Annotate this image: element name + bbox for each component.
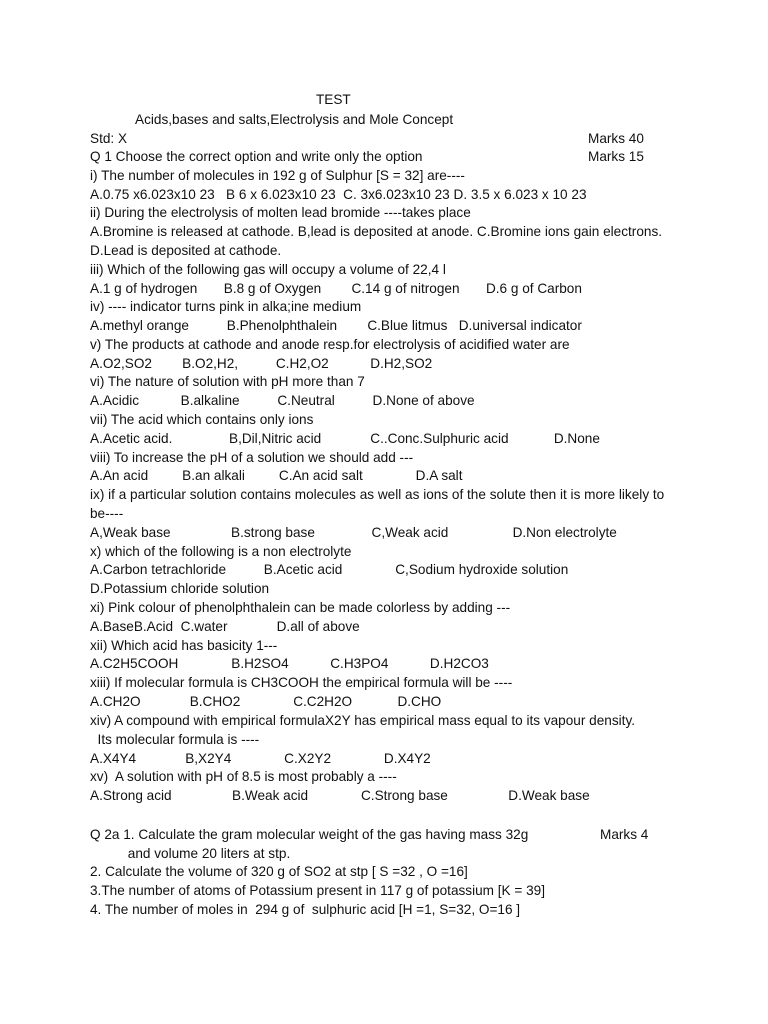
q1-marks: Marks 15 — [588, 149, 644, 164]
q1-line: A.Carbon tetrachloride B.Acetic acid C,Sodium hydroxide solution — [90, 562, 569, 577]
page-subtitle: Acids,bases and salts,Electrolysis and Mole Concept — [135, 112, 454, 127]
q1-line: iii) Which of the following gas will occupy a volume of 22,4 l — [90, 262, 446, 277]
q1-line: A.Strong acid B.Weak acid C.Strong base D.Weak base — [90, 788, 590, 803]
q1-line: A.X4Y4 B,X2Y4 C.X2Y2 D.X4Y2 — [90, 751, 431, 766]
q1-line: A,Weak base B.strong base C,Weak acid D.Non electrolyte — [90, 525, 617, 540]
q1-line: x) which of the following is a non electrolyte — [90, 544, 352, 559]
page-title: TEST — [316, 92, 351, 107]
q1-line: A.Acidic B.alkaline C.Neutral D.None of above — [90, 393, 475, 408]
q2-heading: Q 2a 1. Calculate the gram molecular weight of the gas having mass 32g — [90, 827, 529, 842]
q1-line: D.Lead is deposited at cathode. — [90, 243, 282, 258]
q2-line: and volume 20 liters at stp. — [90, 846, 291, 861]
q1-line: xv) A solution with pH of 8.5 is most probably a ---- — [90, 769, 397, 784]
q2-line: 4. The number of moles in 294 g of sulphuric acid [H =1, S=32, O=16 ] — [90, 902, 521, 917]
q1-line: i) The number of molecules in 192 g of Sulphur [S = 32] are---- — [90, 168, 465, 183]
q2-marks: Marks 4 — [600, 827, 649, 842]
q1-line: A.An acid B.an alkali C.An acid salt D.A salt — [90, 468, 463, 483]
q1-heading: Q 1 Choose the correct option and write only the option — [90, 149, 423, 164]
q1-line: D.Potassium chloride solution — [90, 581, 270, 596]
q2-line: 2. Calculate the volume of 320 g of SO2 at stp [ S =32 , O =16] — [90, 864, 468, 879]
q2-line: 3.The number of atoms of Potassium present in 117 g of potassium [K = 39] — [90, 883, 546, 898]
q1-line: A.0.75 x6.023x10 23 B 6 x 6.023x10 23 C. 3x6.023x10 23 D. 3.5 x 6.023 x 10 23 — [90, 187, 587, 202]
q1-line: xiii) If molecular formula is CH3COOH the empirical formula will be ---- — [90, 675, 513, 690]
q1-line: A.O2,SO2 B.O2,H2, C.H2,O2 D.H2,SO2 — [90, 356, 433, 371]
q1-line: A.BaseB.Acid C.water D.all of above — [90, 619, 360, 634]
q1-line: viii) To increase the pH of a solution we should add --- — [90, 450, 414, 465]
q1-line: vii) The acid which contains only ions — [90, 412, 314, 427]
q1-line: A.Bromine is released at cathode. B,lead is deposited at anode. C.Bromine ions gain electrons. — [90, 224, 663, 239]
total-marks: Marks 40 — [588, 131, 644, 146]
q1-line: Its molecular formula is ---- — [90, 732, 260, 747]
q1-line: iv) ---- indicator turns pink in alka;ine medium — [90, 299, 362, 314]
q1-line: ii) During the electrolysis of molten lead bromide ----takes place — [90, 205, 471, 220]
q1-line: xi) Pink colour of phenolphthalein can be made colorless by adding --- — [90, 600, 511, 615]
q1-line: A.methyl orange B.Phenolphthalein C.Blue litmus D.universal indicator — [90, 318, 582, 333]
q1-line: A.CH2O B.CHO2 C.C2H2O D.CHO — [90, 694, 442, 709]
q1-line: be---- — [90, 506, 124, 521]
q1-line: ix) if a particular solution contains molecules as well as ions of the solute then it is more likely to — [90, 487, 665, 502]
q1-line: xiv) A compound with empirical formulaX2Y has empirical mass equal to its vapour density. — [90, 713, 636, 728]
q1-line: v) The products at cathode and anode resp.for electrolysis of acidified water are — [90, 337, 570, 352]
q1-line: xii) Which acid has basicity 1--- — [90, 638, 278, 653]
q1-line: vi) The nature of solution with pH more than 7 — [90, 374, 365, 389]
q1-line: A.Acetic acid. B,Dil,Nitric acid C..Conc.Sulphuric acid D.None — [90, 431, 600, 446]
std-label: Std: X — [90, 131, 128, 146]
q1-line: A.1 g of hydrogen B.8 g of Oxygen C.14 g of nitrogen D.6 g of Carbon — [90, 281, 582, 296]
q1-line: A.C2H5COOH B.H2SO4 C.H3PO4 D.H2CO3 — [90, 656, 489, 671]
